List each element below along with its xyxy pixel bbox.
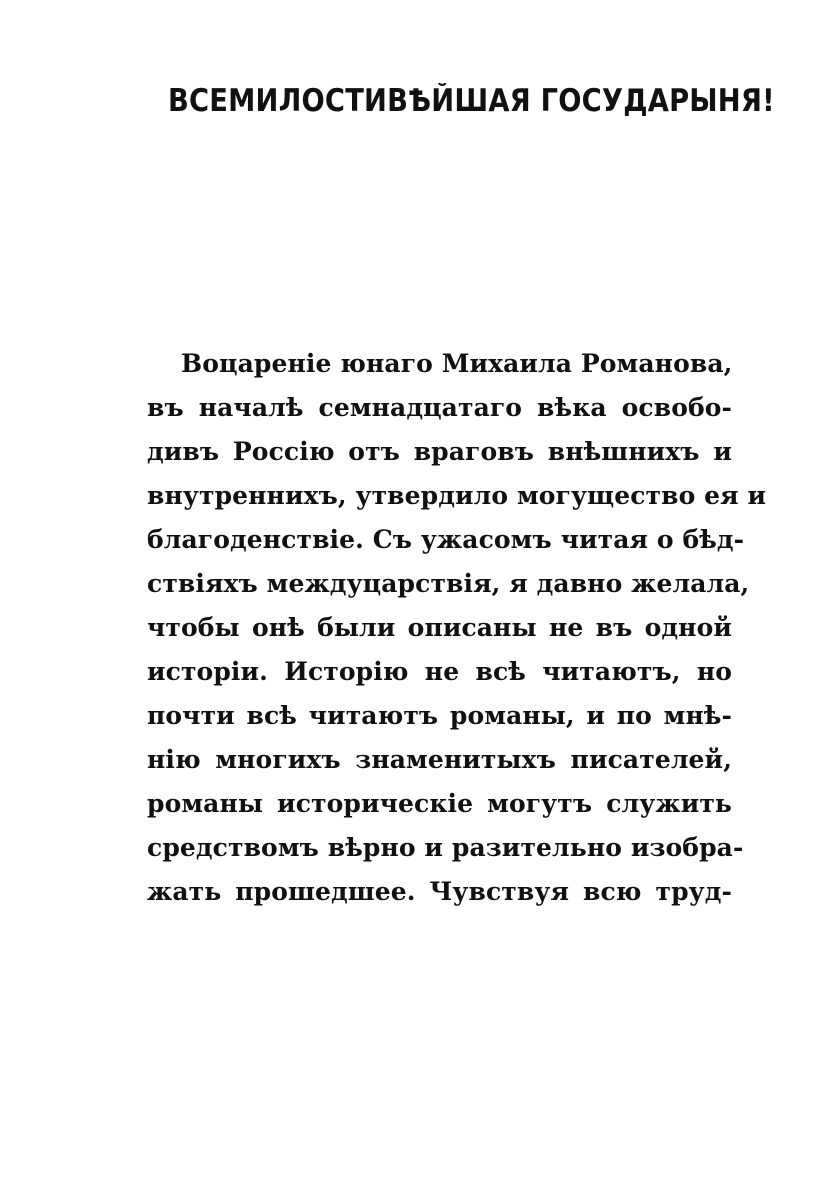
text-line-13: жать прошедшее. Чувствуя всю труд- [147, 877, 732, 906]
text-line-5: благоденствіе. Съ ужасомъ читая о бѣд- [147, 525, 745, 554]
text-line-9: почти всѣ читаютъ романы, и по мнѣ- [147, 701, 732, 730]
text-line-10: нію многихъ знаменитыхъ писателей, [147, 745, 732, 774]
text-line-1: Воцареніе юнаго Михаила Романова, [181, 349, 733, 378]
text-line-4: внутреннихъ, утвердило могущество ея и [147, 481, 767, 510]
text-line-7: чтобы онѣ были описаны не въ одной [147, 613, 732, 642]
text-line-11: романы историческіе могутъ служить [147, 789, 732, 818]
text-line-6: ствіяхъ междуцарствія, я давно желала, [147, 569, 750, 598]
text-line-8: исторіи. Исторію не всѣ читаютъ, но [147, 657, 732, 686]
text-line-3: дивъ Россію отъ враговъ внѣшнихъ и [147, 437, 732, 466]
text-line-12: средствомъ вѣрно и разительно изобра- [147, 833, 744, 862]
dedication-paragraph [147, 342, 767, 914]
page-title: ВСЕМИЛОСТИВѢЙШАЯ ГОСУДАРЫНЯ! [168, 83, 775, 119]
text-line-2: въ началѣ семнадцатаго вѣка освобо- [147, 393, 732, 422]
